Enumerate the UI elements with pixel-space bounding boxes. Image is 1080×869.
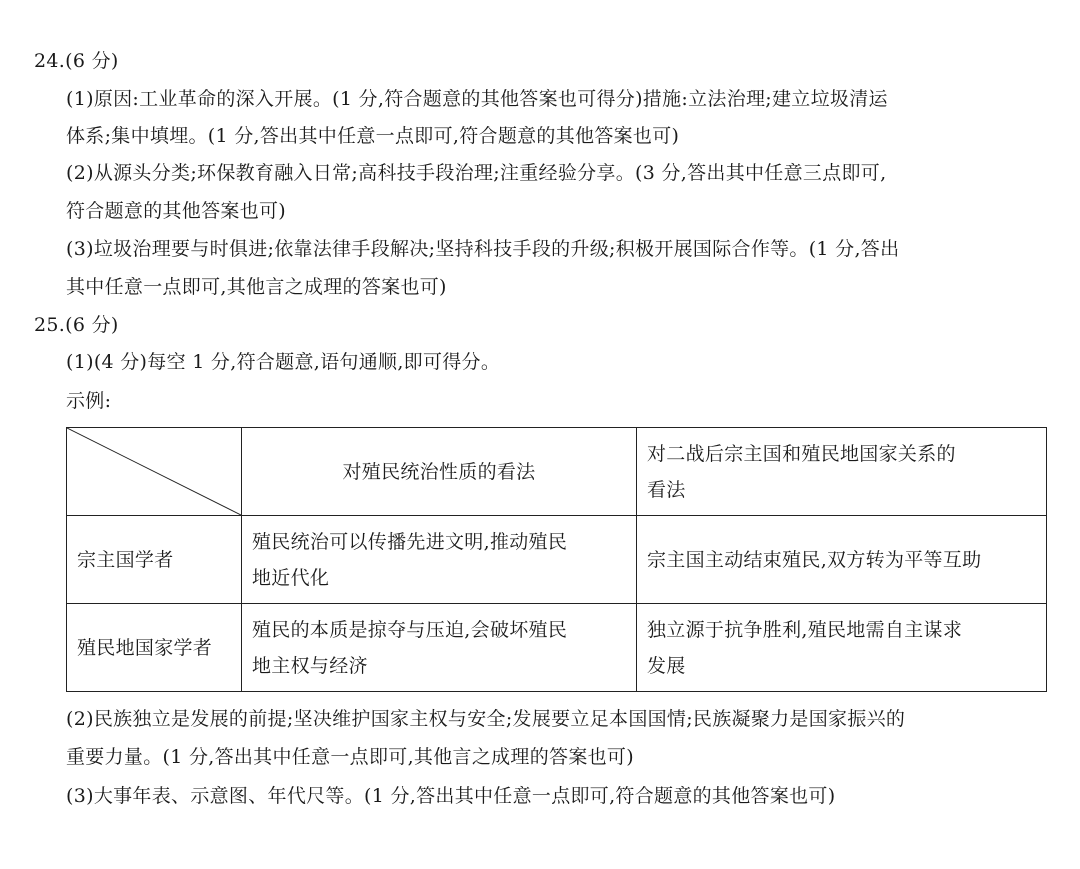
q25-part1: (1)(4 分)每空 1 分,符合题意,语句通顺,即可得分。	[66, 351, 501, 373]
table-header-col3	[637, 428, 1047, 516]
question-25-heading	[34, 313, 119, 337]
diagonal-divider	[67, 428, 241, 515]
question-24-heading	[34, 49, 119, 73]
table-cell-line: 殖民的本质是掠夺与压迫,会破坏殖民	[252, 618, 568, 641]
q24-part3-line2: 其中任意一点即可,其他言之成理的答案也可)	[66, 276, 447, 298]
table-corner-cell	[67, 428, 242, 516]
table-row-label: 殖民地国家学者	[67, 604, 242, 692]
table-row	[67, 604, 1047, 692]
q24-part2-line1: (2)从源头分类;环保教育融入日常;高科技手段治理;注重经验分享。(3 分,答出其中任意三点即可,	[66, 162, 887, 184]
question-24-score: (6 分)	[65, 50, 119, 72]
table-cell-line: 地主权与经济	[252, 654, 368, 677]
table-row-label: 宗主国学者	[67, 516, 242, 604]
q24-part1-line2: 体系;集中填埋。(1 分,答出其中任意一点即可,符合题意的其他答案也可)	[66, 125, 680, 147]
table-header-col3-line1: 对二战后宗主国和殖民地国家关系的	[647, 442, 956, 465]
example-label: 示例:	[66, 390, 112, 412]
q24-part2-line2: 符合题意的其他答案也可)	[66, 200, 287, 222]
q25-part2-line1: (2)民族独立是发展的前提;坚决维护国家主权与安全;发展要立足本国国情;民族凝聚力是国家振兴的	[66, 708, 906, 730]
table-header-col3-line2: 看法	[647, 478, 686, 501]
table-cell-line: 地近代化	[252, 566, 330, 589]
table-cell-line: 独立源于抗争胜利,殖民地需自主谋求	[647, 618, 963, 641]
question-25-number: 25.	[34, 314, 66, 336]
example-table	[66, 427, 1047, 692]
table-cell-col2	[242, 516, 637, 604]
question-25-score: (6 分)	[65, 314, 119, 336]
q24-part1-line1: (1)原因:工业革命的深入开展。(1 分,符合题意的其他答案也可得分)措施:立法治理;建立垃圾清运	[66, 88, 888, 110]
table-cell-col2	[242, 604, 637, 692]
question-24-number: 24.	[34, 50, 66, 72]
table-cell-line: 发展	[647, 654, 686, 677]
q25-part2-line2: 重要力量。(1 分,答出其中任意一点即可,其他言之成理的答案也可)	[66, 746, 634, 768]
q24-part3-line1: (3)垃圾治理要与时俱进;依靠法律手段解决;坚持科技手段的升级;积极开展国际合作等。(1 分,答出	[66, 238, 900, 260]
table-row	[67, 516, 1047, 604]
table-cell-col3: 宗主国主动结束殖民,双方转为平等互助	[637, 516, 1047, 604]
q25-part3: (3)大事年表、示意图、年代尺等。(1 分,答出其中任意一点即可,符合题意的其他答案也可)	[66, 785, 836, 807]
table-header-col2: 对殖民统治性质的看法	[242, 428, 637, 516]
table-cell-line: 殖民统治可以传播先进文明,推动殖民	[252, 530, 568, 553]
table-header-row	[67, 428, 1047, 516]
table-cell-col3	[637, 604, 1047, 692]
